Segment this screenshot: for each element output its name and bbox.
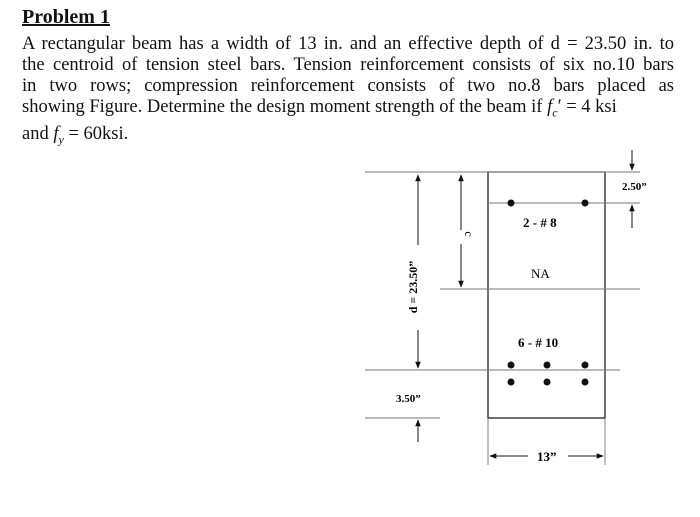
compression-bar-right [582,200,589,207]
c-label: c [462,231,476,237]
fy-subscript: y [58,132,64,147]
statement-line-5-text: and [22,123,49,144]
fc-subscript: c [552,105,558,120]
tension-bar-bottom-right [582,379,589,386]
tension-bar-bottom-middle [544,379,551,386]
fy-value: = 60ksi. [63,123,129,144]
depth-label: d = 23.50” [406,260,420,314]
bottom-cover-label: 3.50” [396,393,421,405]
statement-line-2: the centroid of tension steel bars. Tension reinforcement consists of six no.10 bars [22,55,674,75]
top-cover-label: 2.50” [622,181,647,193]
fy-symbol: f [53,123,59,144]
tension-bar-top-right [582,362,589,369]
tension-bar-top-left [508,362,515,369]
fc-symbol: f [547,97,553,117]
tension-bars-label: 6 - # 10 [518,335,559,350]
fc-value: ′ = 4 ksi [557,97,617,117]
width-label: 13” [537,449,557,464]
statement-line-4-text: showing Figure. Determine the design moment strength of the beam if [22,97,543,117]
statement-line-1: A rectangular beam has a width of 13 in. and an effective depth of d = 23.50 in. to [22,34,674,54]
compression-bar-left [508,200,515,207]
statement-line-3: in two rows; compression reinforcement consists of two no.8 bars placed as [22,76,674,96]
tension-bar-bottom-left [508,379,515,386]
problem-title: Problem 1 [22,6,110,28]
compression-bars-label: 2 - # 8 [523,215,557,230]
neutral-axis-label: NA [531,266,550,281]
tension-bar-top-middle [544,362,551,369]
